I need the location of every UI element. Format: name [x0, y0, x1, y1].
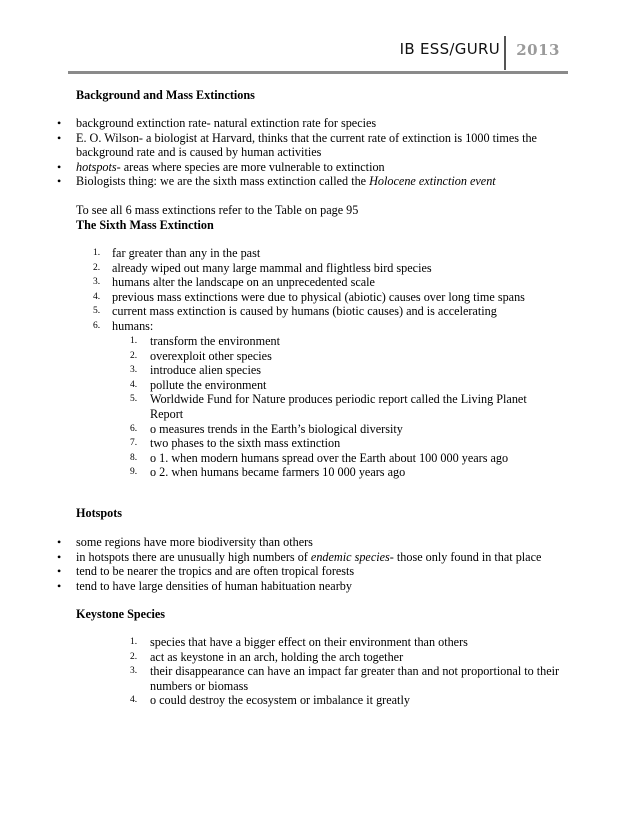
- list-item: 6. humans:: [93, 318, 154, 333]
- list-item: • tend to have large densities of human habituation nearby: [0, 579, 556, 594]
- sixth-extinction-list: [93, 246, 552, 334]
- list-item: 8. o 1. when modern humans spread over the Earth about 100 000 years ago: [130, 450, 509, 465]
- list-item: 5. current mass extinction is caused by humans (biotic causes) and is accelerating: [93, 304, 497, 319]
- page-header: [68, 36, 568, 74]
- list-item: 2. overexploit other species: [130, 348, 272, 363]
- keystone-list: [130, 635, 560, 708]
- list-item: 7. two phases to the sixth mass extinction: [130, 436, 341, 451]
- list-item: 4. previous mass extinctions were due to physical (abiotic) causes over long time spans: [93, 289, 525, 304]
- list-item: • Biologists thing: we are the sixth mass extinction called the Holocene extinction event: [0, 174, 556, 189]
- list-item: 3. introduce alien species: [130, 363, 261, 378]
- section-heading-keystone-species: Keystone Species: [76, 607, 166, 621]
- list-item: 1. species that have a bigger effect on their environment than others: [130, 635, 468, 649]
- list-item: • tend to be nearer the tropics and are often tropical forests: [0, 564, 556, 579]
- section-heading-sixth-mass-extinction: The Sixth Mass Extinction: [76, 218, 214, 232]
- hotspots-bullet-list: [0, 535, 556, 593]
- list-item: 3. humans alter the landscape on an unprecedented scale: [93, 275, 375, 290]
- header-separator: [504, 36, 506, 70]
- header-title: IB ESS/GURU: [399, 40, 500, 58]
- list-item: 5. Worldwide Fund for Nature produces periodic report called the Living Planet Report: [130, 392, 527, 421]
- list-item: • some regions have more biodiversity than others: [0, 535, 556, 550]
- header-rule: [68, 71, 568, 74]
- list-item: 2. act as keystone in an arch, holding the arch together: [130, 649, 404, 664]
- list-item: 9. o 2. when humans became farmers 10 000 years ago: [130, 465, 406, 480]
- list-item: 2. already wiped out many large mammal and flightless bird species: [93, 260, 432, 275]
- list-item: • background extinction rate- natural extinction rate for species: [0, 116, 556, 131]
- section-heading-hotspots: Hotspots: [76, 506, 123, 520]
- background-bullet-list: [0, 116, 556, 189]
- header-year: 2013: [516, 41, 560, 59]
- list-item: 1. transform the environment: [130, 334, 280, 348]
- humans-sublist: [130, 334, 550, 480]
- list-item: • hotspots- areas where species are more vulnerable to extinction: [0, 160, 556, 175]
- table-reference-note: To see all 6 mass extinctions refer to the Table on page 95: [76, 203, 359, 217]
- list-item: 4. o could destroy the ecosystem or imbalance it greatly: [130, 693, 410, 708]
- list-item: 4. pollute the environment: [130, 377, 267, 392]
- list-item: 3. their disappearance can have an impact far greater than and not proportional to their numbers or biomass: [130, 664, 560, 693]
- list-item: 1. far greater than any in the past: [93, 246, 261, 260]
- section-heading-background: Background and Mass Extinctions: [76, 88, 255, 102]
- list-item: • E. O. Wilson- a biologist at Harvard, thinks that the current rate of extinction is 1000 times the background rate and is caused by human activities: [0, 131, 556, 160]
- list-item: 6. o measures trends in the Earth’s biological diversity: [130, 421, 403, 436]
- list-item: • in hotspots there are unusually high numbers of endemic species- those only found in that place: [0, 550, 556, 565]
